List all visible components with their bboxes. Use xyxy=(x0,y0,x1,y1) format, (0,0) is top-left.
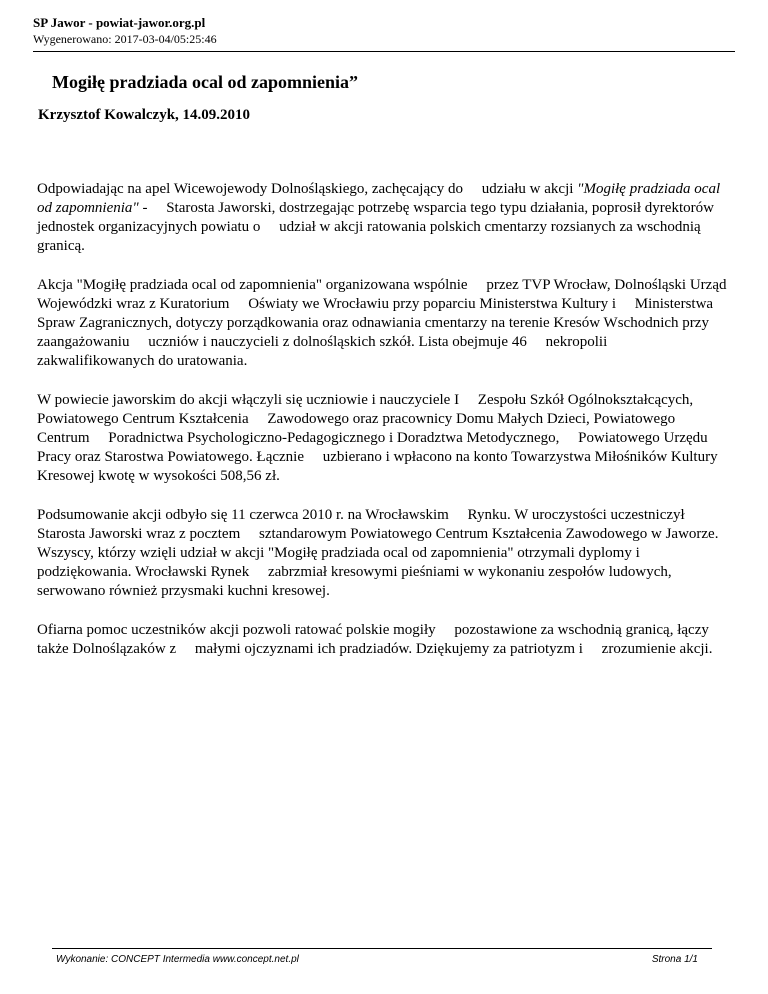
footer-divider xyxy=(52,948,712,949)
page-number: Strona 1/1 xyxy=(651,954,698,965)
page-header xyxy=(33,14,735,47)
campaign-name-italic: "Mogiłę pradziada ocal od zapomnienia" xyxy=(37,181,724,216)
article-title: Mogiłę pradziada ocal od zapomnienia” xyxy=(52,72,358,92)
paragraph-1-text-start: Odpowiadając na apel Wicewojewody Dolnośląskiego, zachęcający do udziału w akcji xyxy=(37,181,578,197)
site-name: SP Jawor - powiat-jawor.org.pl xyxy=(33,15,206,30)
article-paragraph-5: Ofiarna pomoc uczestników akcji pozwoli ratować polskie mogiły pozostawione za wschodnią granicą, łączy także Dolnoślązaków z małymi ojczyznami ich pradziadów. Dziękujemy za patriotyzm i zrozumienie akcji. xyxy=(37,622,713,657)
article-body xyxy=(37,180,737,679)
header-divider xyxy=(33,51,735,52)
article-paragraph-2: Akcja "Mogiłę pradziada ocal od zapomnienia" organizowana wspólnie przez TVP Wrocław, Dolnośląski Urząd Wojewódzki wraz z Kuratorium Oświaty we Wrocławiu przy poparciu Ministerstwa Kultury i Ministerstwa Spraw Zagranicznych, dotyczy porządkowania oraz odnawiania cmentarzy na terenie Kresów Wschodnich przy zaangażowaniu uczniów i nauczycieli z dolnośląskich szkół. Lista obejmuje 46 nekropolii zakwalifikowanych do uratowania. xyxy=(37,277,730,369)
article-paragraph-3: W powiecie jaworskim do akcji włączyli się uczniowie i nauczyciele I Zespołu Szkół Ogólnokształcących, Powiatowego Centrum Kształcenia Zawodowego oraz pracownicy Domu Małych Dzieci, Powiatowego Centrum Poradnictwa Psychologiczno-Pedagogicznego i Doradztwa Metodycznego, Powiatowego Urzędu Pracy oraz Starostwa Powiatowego. Łącznie uzbierano i wpłacono na konto Towarzystwa Miłośników Kultury Kresowej kwotę w wysokości 508,56 zł. xyxy=(37,392,737,484)
article-paragraph-1 xyxy=(37,180,727,256)
article-byline: Krzysztof Kowalczyk, 14.09.2010 xyxy=(38,107,251,123)
article-paragraph-4: Podsumowanie akcji odbyło się 11 czerwca 2010 r. na Wrocławskim Rynku. W uroczystości uczestniczył Starosta Jaworski wraz z pocztem sztandarowym Powiatowego Centrum Kształcenia Zawodowego w Jaworze. Wszyscy, którzy wzięli udział w akcji "Mogiłę pradziada ocal od zapomnienia" otrzymali dyplomy i podziękowania. Wrocławski Rynek zabrzmiał kresowymi pieśniami w wykonaniu zespołów ludowych, serwowano również przysmaki kuchni kresowej. xyxy=(37,507,737,599)
paragraph-1-text-end: - Starosta Jaworski, dostrzegając potrzebę wsparcia tego typu działania, poprosił dyrektorów jednostek organizacyjnych powiatu o udział w akcji ratowania polskich cmentarzy rozsianych za wschodnią granicą. xyxy=(37,200,720,254)
generated-timestamp: Wygenerowano: 2017-03-04/05:25:46 xyxy=(33,32,217,46)
footer-credit: Wykonanie: CONCEPT Intermedia www.concept.net.pl xyxy=(56,954,299,965)
